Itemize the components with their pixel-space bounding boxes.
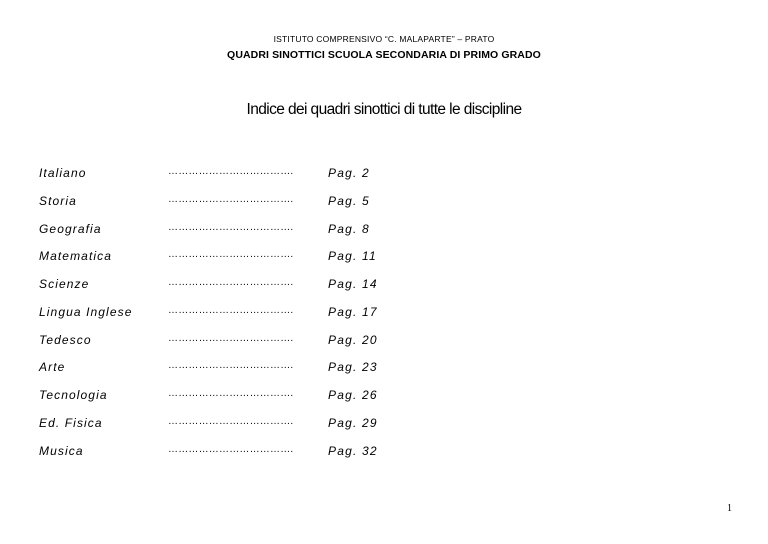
toc-page-ref: Pag. 23 — [328, 360, 378, 374]
toc-page-ref: Pag. 20 — [328, 333, 378, 347]
toc-leader-dots: ………………………………. — [168, 249, 294, 260]
toc-subject: Scienze — [39, 277, 90, 291]
toc-row-scienze — [0, 277, 768, 297]
toc-leader-dots: ………………………………. — [168, 388, 294, 399]
toc-subject: Geografia — [39, 222, 102, 236]
toc-subject: Italiano — [39, 166, 87, 180]
toc-row-geografia — [0, 222, 768, 242]
toc-subject: Musica — [39, 444, 84, 458]
toc-subject: Tecnologia — [39, 388, 108, 402]
toc-subject: Lingua Inglese — [39, 305, 133, 319]
toc-page-ref: Pag. 29 — [328, 416, 378, 430]
toc-row-lingua-inglese — [0, 305, 768, 325]
toc-page-ref: Pag. 5 — [328, 194, 370, 208]
toc-page-ref: Pag. 8 — [328, 222, 370, 236]
toc-row-ed-fisica — [0, 416, 768, 436]
toc-leader-dots: ………………………………. — [168, 194, 294, 205]
toc-row-matematica — [0, 249, 768, 269]
toc-row-tecnologia — [0, 388, 768, 408]
toc-page-ref: Pag. 17 — [328, 305, 378, 319]
toc-subject: Ed. Fisica — [39, 416, 103, 430]
toc-row-tedesco — [0, 333, 768, 353]
toc-page-ref: Pag. 32 — [328, 444, 378, 458]
toc-subject: Matematica — [39, 249, 113, 263]
toc-leader-dots: ………………………………. — [168, 305, 294, 316]
document-subtitle: QUADRI SINOTTICI SCUOLA SECONDARIA DI PRIMO GRADO — [227, 49, 541, 61]
toc-leader-dots: ………………………………. — [168, 444, 294, 455]
toc-leader-dots: ………………………………. — [168, 360, 294, 371]
toc-row-musica — [0, 444, 768, 464]
toc-row-storia — [0, 194, 768, 214]
toc-row-italiano — [0, 166, 768, 186]
toc-page-ref: Pag. 14 — [328, 277, 378, 291]
toc-subject: Tedesco — [39, 333, 92, 347]
toc-leader-dots: ………………………………. — [168, 277, 294, 288]
toc-leader-dots: ………………………………. — [168, 416, 294, 427]
toc-leader-dots: ………………………………. — [168, 222, 294, 233]
toc-page-ref: Pag. 26 — [328, 388, 378, 402]
page-number: 1 — [727, 503, 732, 514]
toc-leader-dots: ………………………………. — [168, 166, 294, 177]
toc-row-arte — [0, 360, 768, 380]
toc-subject: Arte — [39, 360, 66, 374]
page-title: Indice dei quadri sinottici di tutte le discipline — [246, 101, 522, 118]
toc-subject: Storia — [39, 194, 77, 208]
toc-page-ref: Pag. 2 — [328, 166, 370, 180]
toc-page-ref: Pag. 11 — [328, 249, 377, 263]
school-name: ISTITUTO COMPRENSIVO “C. MALAPARTE” – PRATO — [273, 34, 495, 44]
toc-leader-dots: ………………………………. — [168, 333, 294, 344]
